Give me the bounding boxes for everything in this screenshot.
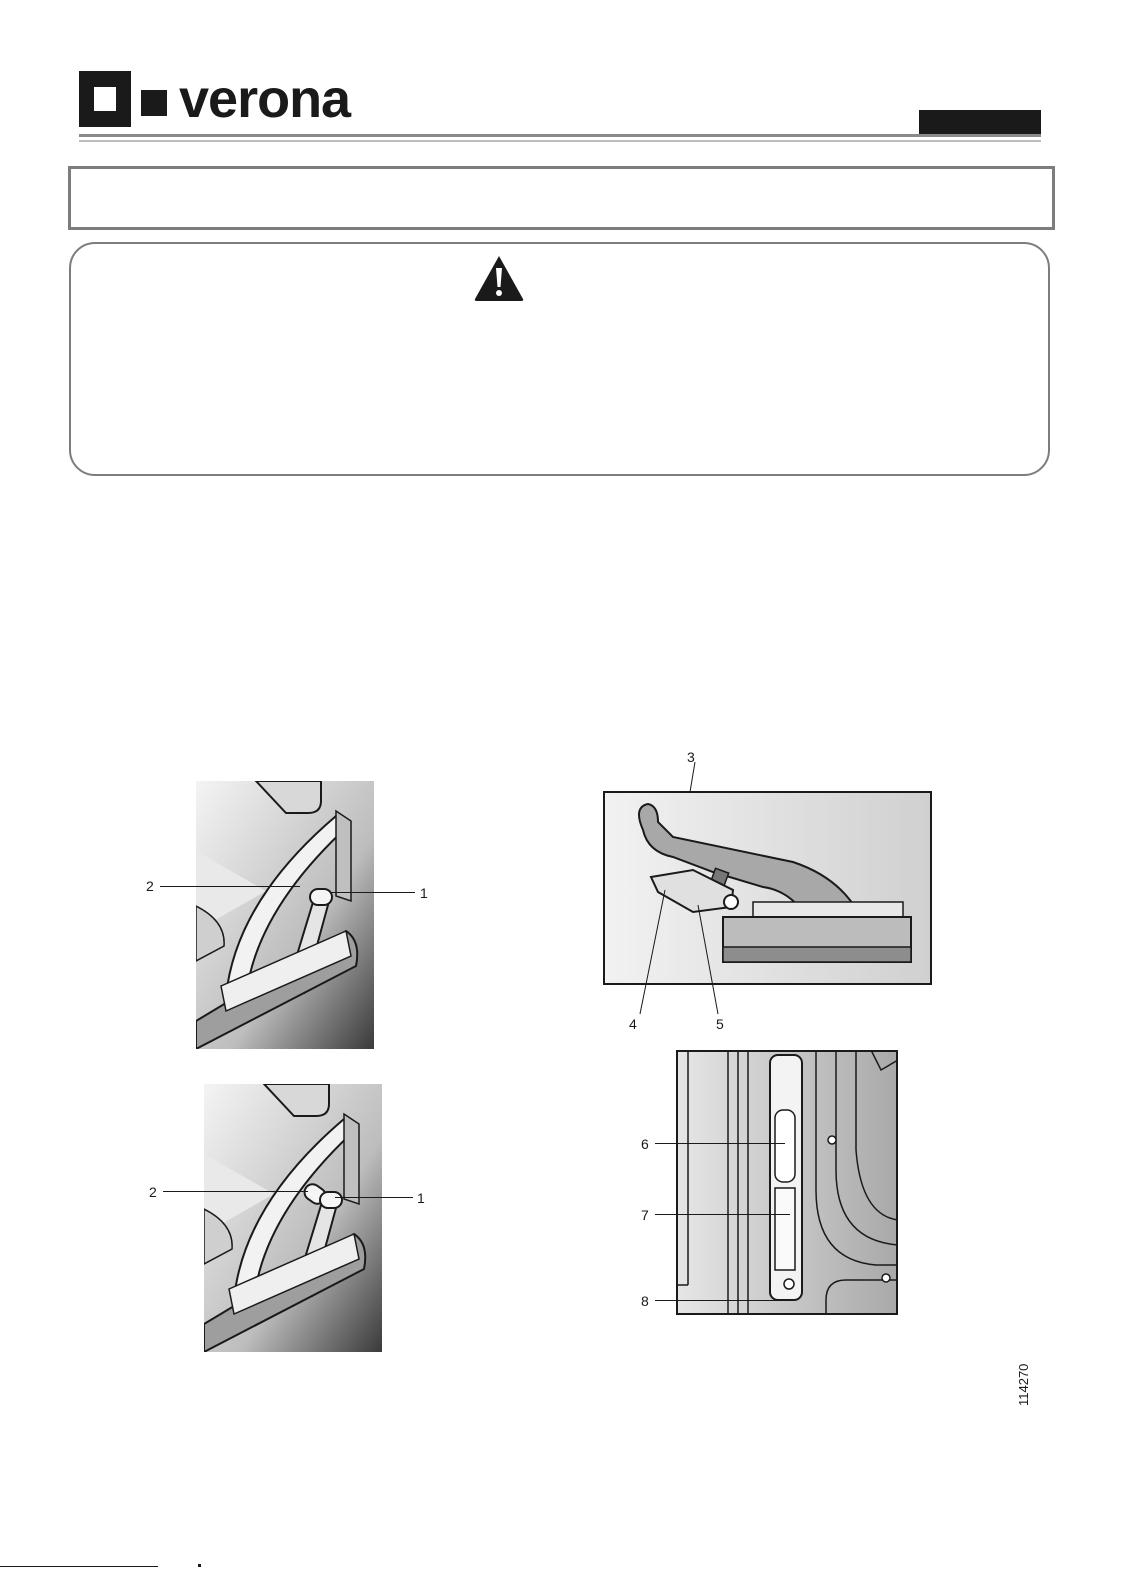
document-code-wrapper	[1016, 1358, 1036, 1406]
footer-line	[0, 1566, 158, 1567]
callout-leader-6	[655, 1143, 785, 1144]
warning-box	[69, 242, 1050, 476]
callout-label-1-b: 1	[417, 1190, 425, 1206]
document-code: 114270	[1016, 1363, 1031, 1406]
brand-logo	[79, 70, 350, 128]
callout-label-6: 6	[641, 1136, 649, 1152]
callout-label-1: 1	[420, 885, 428, 901]
callout-leader-7	[655, 1214, 790, 1215]
callout-label-7: 7	[641, 1207, 649, 1223]
callout-label-8: 8	[641, 1293, 649, 1309]
callout-label-2: 2	[146, 878, 154, 894]
title-box	[68, 166, 1055, 230]
callout-leader-1-b	[335, 1197, 413, 1198]
header-divider-secondary	[79, 140, 1041, 142]
callout-leader-2-b	[163, 1191, 308, 1192]
callout-label-2-b: 2	[149, 1184, 157, 1200]
figure-lever-open	[196, 781, 374, 1049]
callout-label-5: 5	[716, 1016, 724, 1032]
section-tab	[919, 110, 1041, 136]
callout-leader-2	[160, 886, 300, 887]
figure-hinge-lever	[603, 762, 933, 1027]
footer-dot	[198, 1564, 201, 1567]
verona-logo-icon	[79, 71, 131, 127]
header-divider	[79, 134, 1041, 137]
callout-label-4: 4	[629, 1016, 637, 1032]
callout-label-3: 3	[687, 749, 695, 765]
callout-leader-8	[655, 1300, 785, 1301]
brand-name: verona	[179, 69, 351, 129]
figure-lever-closed	[204, 1084, 382, 1352]
callout-leader-1	[330, 892, 415, 893]
warning-triangle-icon	[473, 254, 525, 302]
figure-hinge-slot	[676, 1050, 898, 1315]
logo-square-icon	[141, 90, 167, 116]
